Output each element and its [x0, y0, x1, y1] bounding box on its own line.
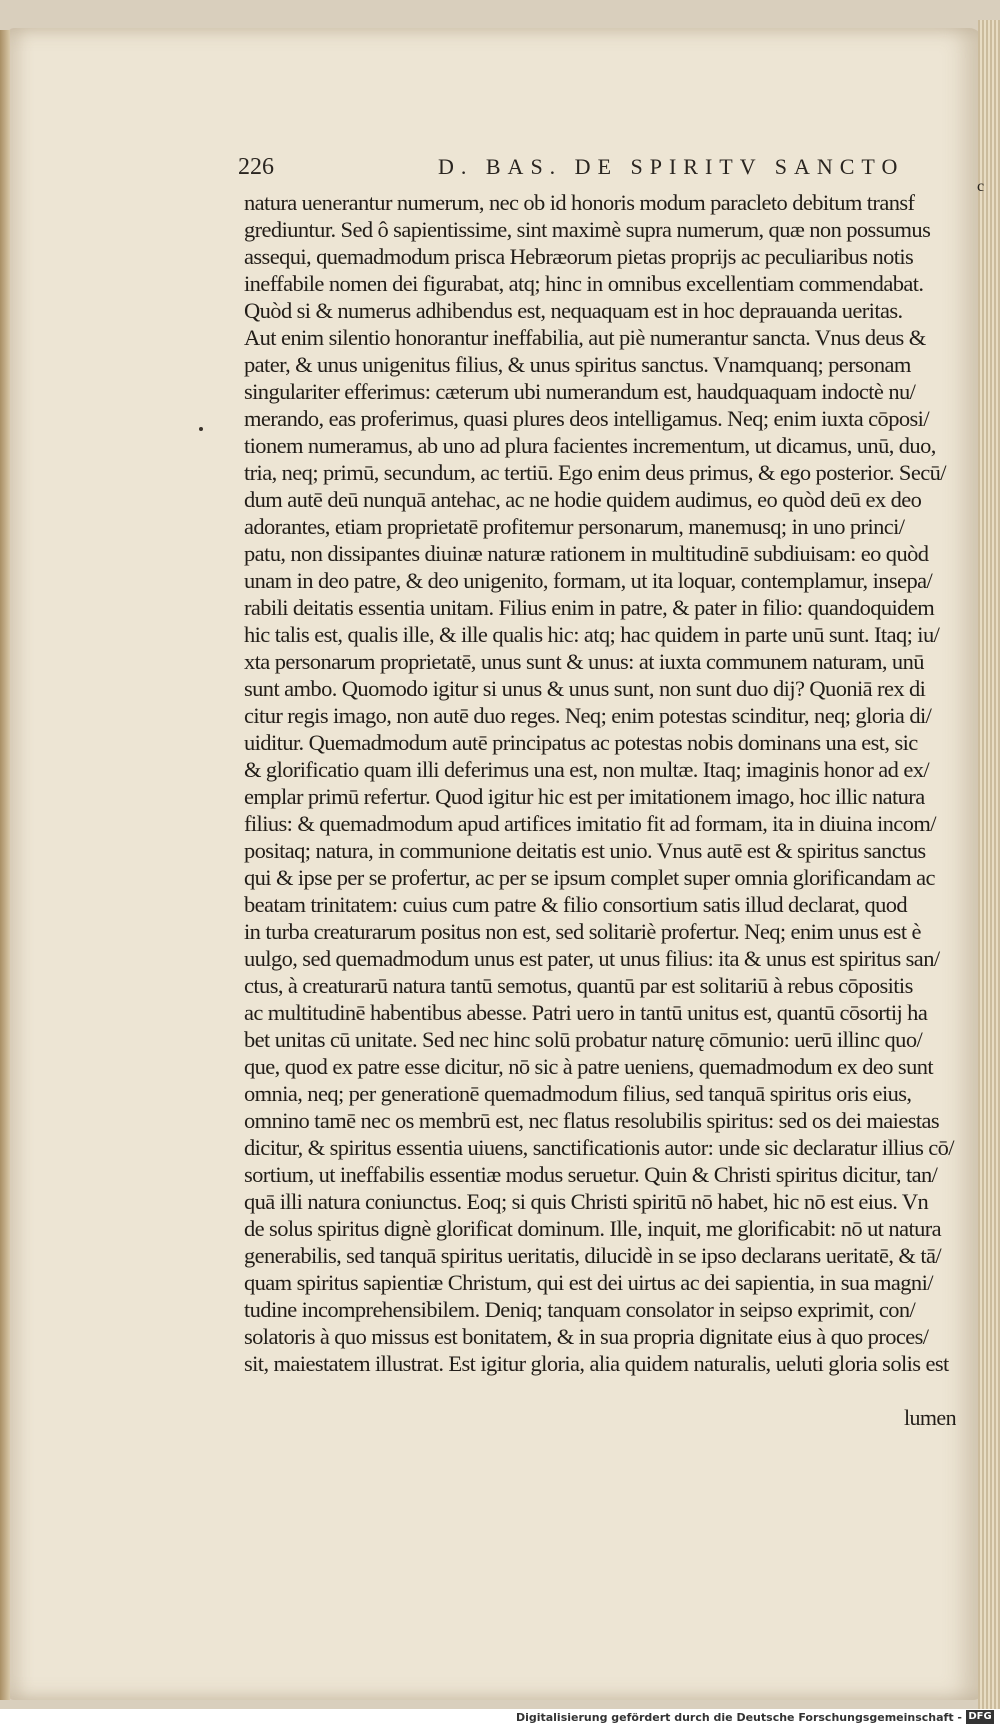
text-line: grediuntur. Sed ô sapientissime, sint maximè supra numerum, quæ non possumus: [244, 217, 931, 242]
margin-dot-mark: [199, 427, 203, 431]
text-line: Quòd si & numerus adhibendus est, nequaquam est in hoc deprauanda ueritas.: [244, 298, 903, 323]
catchword: lumen: [904, 1405, 956, 1430]
text-line: uulgo, sed quemadmodum unus est pater, ut unus filius: ita & unus est spiritus san/: [244, 946, 940, 971]
text-line: sunt ambo. Quomodo igitur si unus & unus sunt, non sunt duo dij? Quoniā rex di: [244, 676, 926, 701]
digitization-credit: Digitalisierung gefördert durch die Deutsche Forschungsgemeinschaft -: [515, 1711, 962, 1724]
text-line: citur regis imago, non autē duo reges. Neq; enim potestas scinditur, neq; gloria di/: [244, 703, 932, 728]
page-header: [238, 154, 928, 182]
text-line: omnino tamē nec os membrū est, nec flatus resolubilis spiritus: sed os dei maiestas: [244, 1108, 940, 1133]
text-line: que, quod ex patre esse dicitur, nō sic à patre ueniens, quemadmodum ex deo sunt: [244, 1054, 934, 1079]
text-line: positaq; natura, in communione deitatis est unio. Vnus autē est & spiritus sanctus: [244, 838, 926, 863]
text-line: quam spiritus sapientiæ Christum, qui est dei uirtus ac dei sapientia, in sua magni/: [244, 1270, 933, 1295]
text-line: ineffabile nomen dei figurabat, atq; hinc in omnibus excellentiam commendabat.: [244, 271, 924, 296]
text-line: dum autē deū nunquā antehac, ac ne hodie quidem audimus, eo quòd deū ex deo: [244, 487, 922, 512]
body-text: [244, 189, 966, 1377]
page-fore-edge: [978, 20, 1000, 1710]
text-line: omnia, neq; per generationē quemadmodum filius, sed tanquā spiritus oris eius,: [244, 1081, 912, 1106]
text-line: rabili deitatis essentia unitam. Filius enim in patre, & pater in filio: quandoquidem: [244, 595, 935, 620]
text-line: quā illi natura coniunctus. Eoq; si quis Christi spiritū nō habet, hic nō est eius. Vn: [244, 1189, 929, 1214]
text-line: sortium, ut ineffabilis essentiæ modus seruetur. Quin & Christi spiritus dicitur, tan/: [244, 1162, 938, 1187]
text-line: Aut enim silentio honorantur ineffabilia, aut piè numerantur sancta. Vnus deus &: [244, 325, 926, 350]
text-line: emplar primū refertur. Quod igitur hic est per imitationem imago, hoc illic natura: [244, 784, 925, 809]
text-line: pater, & unus unigenitus filius, & unus spiritus sanctus. Vnamquanq; personam: [244, 352, 911, 377]
text-line: tudine incomprehensibilem. Deniq; tanquam consolator in seipso exprimit, con/: [244, 1297, 916, 1322]
text-line: de solus spiritus dignè glorificat dominum. Ille, inquit, me glorificabit: nō ut natura: [244, 1216, 942, 1241]
dfg-logo: DFG: [966, 1710, 994, 1724]
running-title: D. BAS. DE SPIRITV SANCTO: [438, 154, 905, 179]
text-line: generabilis, sed tanquā spiritus ueritatis, dilucidè in se ipso declarans ueritatē, & tā/: [244, 1243, 942, 1268]
text-line: tionem numeramus, ab uno ad plura facientes incrementum, ut dicamus, unū, duo,: [244, 433, 936, 458]
text-line: unam in deo patre, & deo unigenito, formam, ut ita loquar, contemplamur, insepa/: [244, 568, 933, 593]
text-line: adorantes, etiam proprietatē profitemur personarum, manemusq; in uno princi/: [244, 514, 905, 539]
text-line: sit, maiestatem illustrat. Est igitur gloria, alia quidem naturalis, ueluti gloria solis est: [244, 1351, 949, 1376]
text-line: singulariter efferimus: cæterum ubi numerandum est, haudquaquam indoctè nu/: [244, 379, 916, 404]
text-line: in turba creaturarum positus non est, sed solitariè profertur. Neq; enim unus est è: [244, 919, 921, 944]
text-line: natura uenerantur numerum, nec ob id honoris modum paracleto debitum transf: [244, 190, 915, 215]
text-line: ctus, à creaturarū natura tantū semotus, quantū par est solitariū à rebus cōpositis: [244, 973, 913, 998]
text-line: hic talis est, qualis ille, & ille qualis hic: atq; hac quidem in parte unū sunt. Itaq; iu/: [244, 622, 940, 647]
text-line: beatam trinitatem: cuius cum patre & filio consortium satis illud declarat, quod: [244, 892, 908, 917]
text-line: filius: & quemadmodum apud artifices imitatio fit ad formam, ita in diuina incom/: [244, 811, 936, 836]
text-line: merando, eas proferimus, quasi plures deos intelligamus. Neq; enim iuxta cōposi/: [244, 406, 929, 431]
margin-letter: c: [977, 178, 985, 195]
text-line: solatoris à quo missus est bonitatem, & in sua propria dignitate eius à quo proces/: [244, 1324, 929, 1349]
text-line: dicitur, & spiritus essentia uiuens, sanctificationis autor: unde sic declaratur illius cō/: [244, 1135, 954, 1160]
text-line: patu, non dissipantes diuinæ naturæ rationem in multitudinē subdiuisam: eo quòd: [244, 541, 929, 566]
folio-number: 226: [238, 154, 274, 180]
text-line: uiditur. Quemadmodum autē principatus ac potestas nobis dominans una est, sic: [244, 730, 918, 755]
text-line: ac multitudinē habentibus abesse. Patri uero in tantū unitus est, quantū cōsortij ha: [244, 1000, 928, 1025]
text-line: xta personarum proprietatē, unus sunt & unus: at iuxta communem naturam, unū: [244, 649, 924, 674]
text-line: assequi, quemadmodum prisca Hebræorum pietas proprijs ac peculiaribus notis: [244, 244, 914, 269]
text-line: & glorificatio quam illi deferimus una est, non multæ. Itaq; imaginis honor ad ex/: [244, 757, 930, 782]
page-gutter-shadow: [0, 30, 10, 1700]
text-line: bet unitas cū unitate. Sed nec hinc solū probatur naturę cōmunio: uerū illinc quo/: [244, 1027, 923, 1052]
text-line: tria, neq; primū, secundum, ac tertiū. Ego enim deus primus, & ego posterior. Secū/: [244, 460, 946, 485]
text-line: qui & ipse per se profertur, ac per se ipsum complet super omnia glorificandam ac: [244, 865, 935, 890]
